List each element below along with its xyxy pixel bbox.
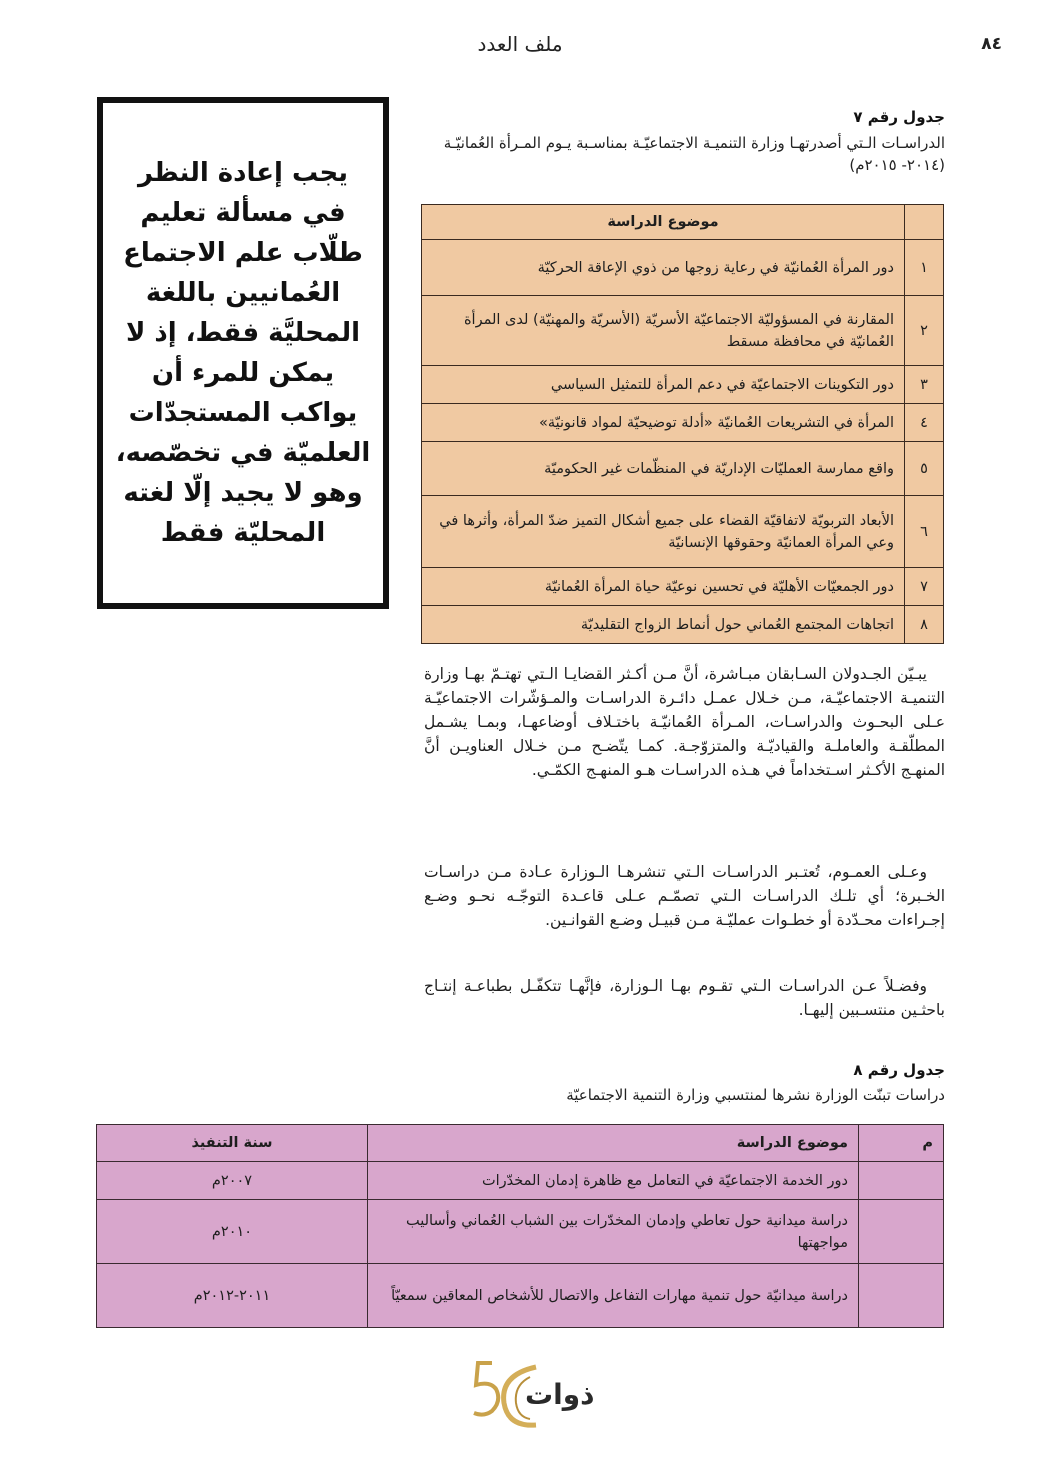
pull-quote-text: يجب إعادة النظر في مسألة تعليم طلّاب علم الاجتماع العُمانيين باللغة المحليَّة فقط، إذ لا يمكن للمرء أن يواكب المستجدّات العلميّة في تخصّصه، وهو لا يجيد إلّا لغته المحليّة فقط	[115, 158, 371, 548]
table-row	[422, 442, 944, 496]
table7-title: جدول رقم ٧	[853, 108, 945, 126]
table7-header-row	[422, 205, 944, 240]
table8-header-year: سنة التنفيذ	[97, 1125, 368, 1162]
row-marker	[859, 1162, 944, 1200]
page-number: ٨٤	[981, 34, 1002, 54]
table8-caption: دراسات تبنّت الوزارة نشرها لمنتسبي وزارة التنمية الاجتماعيّة	[566, 1086, 945, 1104]
table-row	[422, 296, 944, 366]
row-year: ٢٠٠٧م	[97, 1162, 368, 1200]
row-number: ٤	[905, 404, 944, 442]
table8-header-row	[97, 1125, 944, 1162]
row-topic: دراسة ميدانيّة حول تنمية مهارات التفاعل والاتصال للأشخاص المعاقين سمعيّاً	[368, 1264, 859, 1328]
row-number: ١	[905, 240, 944, 296]
row-number: ٥	[905, 442, 944, 496]
row-topic: المقارنة في المسؤوليّة الاجتماعيّة الأسريّة (الأسريّة والمهنيّة) لدى المرأة العُمانيّة في محافظة مسقط	[422, 296, 905, 366]
page-header-title: ملف العدد	[477, 32, 563, 56]
row-number: ٧	[905, 568, 944, 606]
row-number: ٨	[905, 606, 944, 644]
table-row	[97, 1162, 944, 1200]
logo-text: ذوات	[525, 1378, 595, 1411]
table-row	[422, 496, 944, 568]
table-row	[422, 606, 944, 644]
row-marker	[859, 1200, 944, 1264]
table7	[421, 204, 944, 644]
row-topic: المرأة في التشريعات العُمانيّة «أدلة توضيحيّة لمواد قانونيّة»	[422, 404, 905, 442]
body-paragraph	[424, 860, 945, 932]
table8	[96, 1124, 944, 1328]
paragraph-text: وفضـلاً عـن الدراسـات الـتي تقـوم بهـا الـوزارة، فإنَّهـا تتكفّـل بطباعـة إنتـاج باحثـين منتسـبين إليهـا.	[424, 977, 945, 1019]
body-paragraph	[424, 974, 945, 1022]
row-topic: دور الجمعيّات الأهليّة في تحسين نوعيّة حياة المرأة العُمانيّة	[422, 568, 905, 606]
row-topic: دور المرأة العُمانيّة في رعاية زوجها من ذوي الإعاقة الحركيّة	[422, 240, 905, 296]
table8-header-topic: موضوع الدراسة	[368, 1125, 859, 1162]
row-topic: اتجاهات المجتمع العُماني حول أنماط الزواج التقليديّة	[422, 606, 905, 644]
paragraph-text: وعـلى العمـوم، تُعتـبر الدراسـات الـتي تنشرهـا الـوزارة عـادة مـن دراسـات الخـبرة؛ أي تلـك الدراسـات الـتي تصمّـم عـلى قاعـدة التوجّـه نحـو وضـع إجـراءات محـدّدة أو خطـوات عمليّـة مـن قبيـل وضـع القوانـين.	[424, 863, 945, 929]
row-number: ٦	[905, 496, 944, 568]
row-topic: دور التكوينات الاجتماعيّة في دعم المرأة للتمثيل السياسي	[422, 366, 905, 404]
row-topic: واقع ممارسة العمليّات الإداريّة في المنظّمات غير الحكوميّة	[422, 442, 905, 496]
row-number: ٢	[905, 296, 944, 366]
table8-header-m: م	[859, 1125, 944, 1162]
table8-title: جدول رقم ٨	[853, 1061, 945, 1079]
table-row	[422, 240, 944, 296]
table-row	[422, 366, 944, 404]
row-year: ٢٠١٠م	[97, 1200, 368, 1264]
row-topic: دراسة ميدانية حول تعاطي وإدمان المخدّرات بين الشباب العُماني وأساليب مواجهتها	[368, 1200, 859, 1264]
paragraph-text: يبـيّن الجـدولان السـابقان مبـاشرة، أنَّ مـن أكـثر القضايـا الـتي تهتـمّ بهـا وزارة التنميـة الاجتماعيّـة، مـن خـلال عمـل دائـرة الدراسـات والمـؤشّرات الاجتماعيّـة عـلى البحـوث والدراسـات، المـرأة العُمانيّـة باختـلاف أوضاعهـا، وبمـا يشـمل المطلّقـة والعاملـة والقياديّـة والمتزوّجـة. كمـا يتّضـح مـن خـلال العناويـن أنَّ المنهـج الأكـثر اسـتخداماً في هـذه الدراسـات هـو المنهـج الكمّـي.	[424, 665, 945, 779]
pull-quote-box	[97, 97, 389, 609]
table-row	[422, 568, 944, 606]
row-topic: الأبعاد التربويّة لاتفاقيّة القضاء على جميع أشكال التميز ضدّ المرأة، وأثرها في وعي المرأة العمانيّة وحقوقها الإنسانيّة	[422, 496, 905, 568]
table7-header-topic: موضوع الدراسة	[422, 205, 905, 240]
row-number: ٣	[905, 366, 944, 404]
table7-caption: الدراسـات الـتي أصدرتهـا وزارة التنميـة الاجتماعيّـة بمناسـبة يـوم المـرأة العُمانيّـة (٢٠١٤- ٢٠١٥م)	[443, 134, 945, 174]
table7-header-num	[905, 205, 944, 240]
table-row	[97, 1264, 944, 1328]
row-marker	[859, 1264, 944, 1328]
table-row	[422, 404, 944, 442]
table-row	[97, 1200, 944, 1264]
row-topic: دور الخدمة الاجتماعيّة في التعامل مع ظاهرة إدمان المخدّرات	[368, 1162, 859, 1200]
body-paragraph	[424, 662, 945, 782]
row-year: ٢٠١١-٢٠١٢م	[97, 1264, 368, 1328]
